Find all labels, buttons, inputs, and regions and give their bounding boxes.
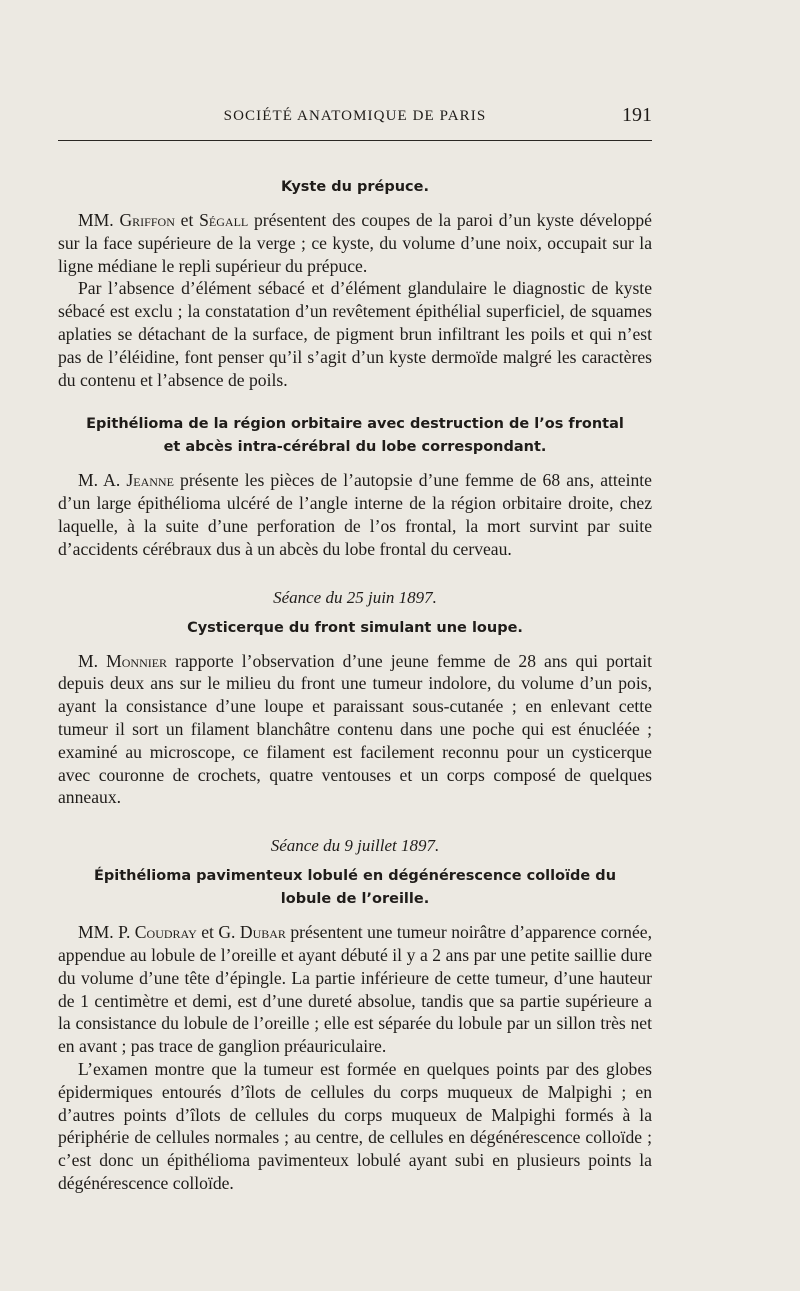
page-content <box>58 176 652 1195</box>
section-title-line: Épithélioma pavimenteux lobulé en dégénérescence colloïde du <box>93 868 617 885</box>
authors-prefix: M. A. <box>78 470 127 491</box>
authors-prefix: MM. <box>78 210 120 230</box>
paragraph-text: rapporte l’observation d’une jeune femme de 28 ans qui portait depuis deux ans sur le milieu du front une tumeur indolore, du volume d’un pois, ayant la consistance d’une loupe et paraissant sous-cutanée ; en enlevant cette tumeur il sort un filament blanchâtre contenu dans une poche qui est énucléée ; examiné au microscope, ce filament est facilement reconnu pour un cysticerque avec couronne de crochets, quatre ventouses et un corps composé de quelques anneaux. <box>58 650 652 808</box>
page-header <box>58 104 652 134</box>
section-title-line: et abcès intra-cérébral du lobe correspondant. <box>163 439 547 456</box>
paragraph-text: présentent une tumeur noirâtre d’apparence cornée, appendue au lobule de l’oreille et ayant débuté il y a 2 ans par une petite saillie dure du volume d’une tête d’épingle. La partie inférieure de cette tumeur, d’une hauteur de 1 centimètre et demi, est d’une dureté absolue, tandis que sa partie supérieure a la consistance du lobule de l’oreille ; elle est séparée du lobule par un sillon très net en avant ; pas trace de ganglion préauriculaire. <box>58 922 652 1057</box>
authors-prefix: M. <box>78 650 107 671</box>
seance-date: Séance du 9 juillet 1897. <box>270 836 440 856</box>
paragraph-text: présentent des coupes de la paroi d’un kyste développé sur la face supérieure de la verge ; ce kyste, du volume d’une noix, occupait sur la ligne médiane le repli supérieur du prépuce. <box>58 210 652 276</box>
paragraph-text: présente les pièces de l’autopsie d’une femme de 68 ans, atteinte d’un large épithélioma ulcéré de l’angle interne de la région orbitaire droite, chez laquelle, à la suite d’une perforation de l’os frontal, la mort survint par suite d’accidents cérébraux dus à un abcès du lobe frontal du cerveau. <box>58 470 652 559</box>
section-title-line: Epithélioma de la région orbitaire avec destruction de l’os frontal <box>86 416 624 433</box>
paragraph: Par l’absence d’élément sébacé et d’élément glandulaire le diagnostic de kyste sébacé est exclu ; la constatation d’un revêtement épithélial superficiel, de squames aplaties se détachant de la surface, de pigment brun infiltrant les poils et qui n’est pas de l’éléidine, font penser qu’il s’agit d’un kyste dermoïde malgré les caractères du contenu et l’absence de poils. <box>58 278 652 390</box>
running-title: SOCIÉTÉ ANATOMIQUE DE PARIS <box>223 108 487 124</box>
paragraph: L’examen montre que la tumeur est formée en quelques points par des globes épidermiques entourés d’îlots de cellules du corps muqueux de Malpighi ; en d’autres points d’îlots de cellules du corps muqueux de Malpighi formés à la périphérie de cellules normales ; au centre, de cellules en dégénérescence colloïde ; c’est donc un épithélioma pavimenteux lobulé ayant subi en plusieurs points la dégénérescence colloïde. <box>58 1058 652 1193</box>
author-name: Monnier <box>106 650 168 671</box>
paragraph <box>58 921 652 1058</box>
section-title-cysticerque: Cysticerque du front simulant une loupe. <box>187 619 523 636</box>
section-title-kyste: Kyste du prépuce. <box>281 179 429 195</box>
author-name: Coudray <box>134 922 197 943</box>
page-number: 191 <box>622 104 652 126</box>
author-name: Dubar <box>239 922 286 943</box>
author-name: Jeanne <box>126 470 174 491</box>
authors-prefix: MM. P. <box>78 922 135 943</box>
section-title-epithelioma-orbitaire <box>58 413 652 459</box>
section-title-line: lobule de l’oreille. <box>280 891 430 908</box>
author-name: Griffon <box>119 210 175 230</box>
paragraph <box>58 650 652 810</box>
header-rule <box>58 140 652 141</box>
authors-conjunction: et <box>174 210 200 230</box>
paragraph <box>58 209 652 277</box>
paragraph <box>58 469 652 560</box>
section-title-epithelioma-pavimenteux <box>58 865 652 911</box>
author-name: Ségall <box>199 210 249 230</box>
authors-conjunction: et G. <box>196 922 240 943</box>
seance-date: Séance du 25 juin 1897. <box>273 587 437 607</box>
